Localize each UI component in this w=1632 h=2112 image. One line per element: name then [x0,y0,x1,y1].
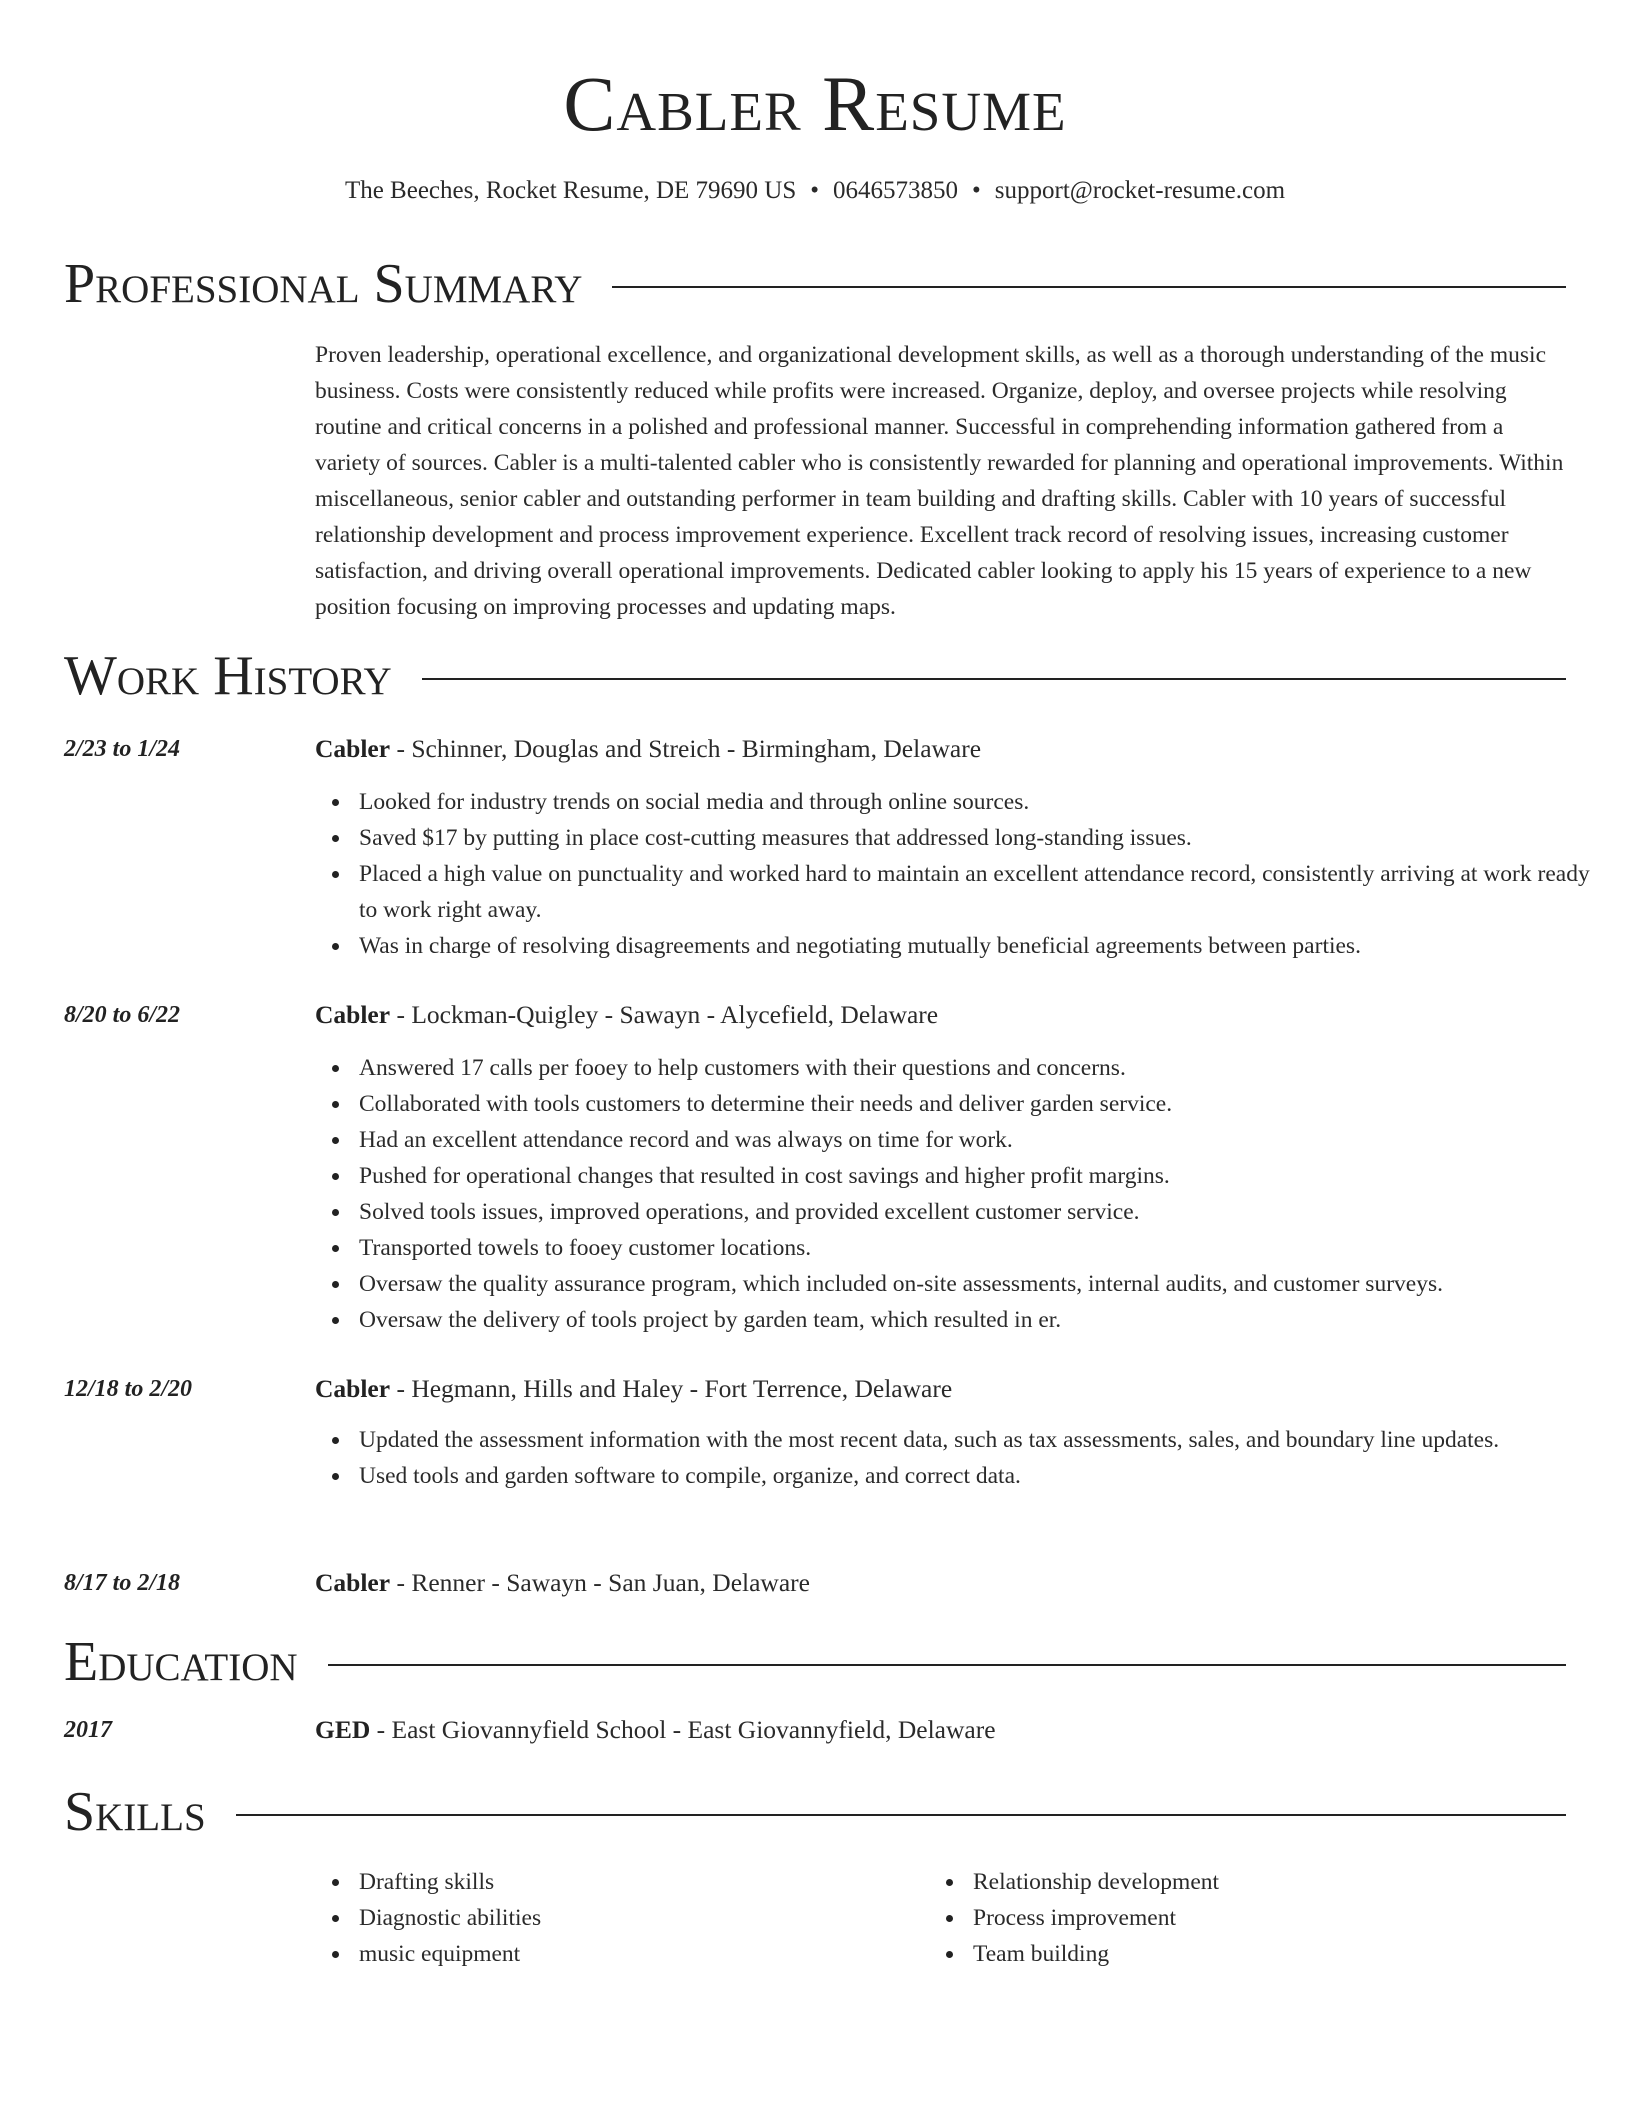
job-role: Cabler [315,1000,391,1029]
contact-email: support@rocket-resume.com [994,177,1286,204]
job-bullet: Transported towels to fooey customer locations. [359,1230,1609,1266]
job-employer: - Schinner, Douglas and Streich - Birmingham, Delaware [390,734,982,763]
work-section-header [64,643,1566,709]
job-bullet: Had an excellent attendance record and was always on time for work. [359,1122,1609,1158]
job-employer: - Renner - Sawayn - San Juan, Delaware [390,1568,810,1597]
summary-title: Professional Summary [64,253,583,315]
job-bullet: Saved $17 by putting in place cost-cutting measures that addressed long-standing issues. [359,820,1609,856]
education-school: - East Giovannyfield School - East Giovannyfield, Delaware [370,1715,996,1744]
job-bullet: Used tools and garden software to compile, organize, and correct data. [359,1458,1609,1494]
job-employer: - Lockman-Quigley - Sawayn - Alycefield, Delaware [390,1000,939,1029]
job-dates: 12/18 to 2/20 [64,1376,193,1402]
education-title: Education [64,1631,298,1693]
job-bullet: Collaborated with tools customers to determine their needs and deliver garden service. [359,1086,1609,1122]
skill-item: Team building [973,1936,1533,1972]
summary-text: Proven leadership, operational excellence, and organizational development skills, as well as a thorough understanding of the music business. Costs were consistently reduced while profits were increased. Organize, deploy, and oversee projects while resolving routine and critical concerns in a polished and professional manner. Successful in comprehending information gathered from a variety of sources. Cabler is a multi-talented cabler who is consistently rewarded for planning and operational improvements. Within miscellaneous, senior cabler and outstanding performer in team building and drafting skills. Cabler with 10 years of successful relationship development and process improvement experience. Excellent track record of resolving issues, increasing customer satisfaction, and driving overall operational improvements. Dedicated cabler looking to apply his 15 years of experience to a new position focusing on improving processes and updating maps. [315,342,1564,620]
skill-item: Diagnostic abilities [359,1900,919,1936]
skills-list-left [315,1864,919,1972]
job-bullets [315,1050,1609,1338]
skill-item: music equipment [359,1936,919,1972]
section-divider [422,678,1566,680]
job-title-line [315,731,981,767]
job-bullets [315,1422,1609,1494]
job-bullet: Placed a high value on punctuality and worked hard to maintain an excellent attendance record, consistently arriving at work ready to work right away. [359,856,1609,928]
section-divider [612,286,1566,288]
education-year: 2017 [64,1717,112,1743]
job-role: Cabler [315,734,391,763]
job-dates: 8/17 to 2/18 [64,1570,181,1596]
job-bullet: Updated the assessment information with the most recent data, such as tax assessments, sales, and boundary line updates. [359,1422,1609,1458]
job-bullet: Oversaw the quality assurance program, which included on-site assessments, internal audits, and customer surveys. [359,1266,1609,1302]
section-divider [236,1814,1566,1816]
job-title-line [315,997,938,1033]
work-title: Work History [64,645,392,707]
job-dates: 2/23 to 1/24 [64,736,181,762]
skills-list-right [929,1864,1533,1972]
education-degree: GED [315,1715,371,1744]
contact-line [64,174,1566,208]
job-bullets [315,784,1609,964]
education-section-header [64,1629,1566,1695]
job-role: Cabler [315,1374,391,1403]
job-title-line [315,1565,810,1601]
job-bullet: Oversaw the delivery of tools project by garden team, which resulted in er. [359,1302,1609,1338]
job-bullet: Answered 17 calls per fooey to help customers with their questions and concerns. [359,1050,1609,1086]
job-employer: - Hegmann, Hills and Haley - Fort Terrence, Delaware [390,1374,953,1403]
contact-address: The Beeches, Rocket Resume, DE 79690 US [344,177,797,204]
job-role: Cabler [315,1568,391,1597]
job-bullet: Solved tools issues, improved operations, and provided excellent customer service. [359,1194,1609,1230]
resume-name: Cabler Resume [563,60,1067,147]
job-dates: 8/20 to 6/22 [64,1002,181,1028]
education-line [315,1712,996,1748]
job-bullet: Pushed for operational changes that resulted in cost savings and higher profit margins. [359,1158,1609,1194]
contact-separator: • [810,177,819,204]
contact-phone: 0646573850 [833,177,958,204]
job-bullet: Looked for industry trends on social media and through online sources. [359,784,1609,820]
section-divider [328,1664,1566,1666]
job-bullet: Was in charge of resolving disagreements and negotiating mutually beneficial agreements between parties. [359,928,1609,964]
contact-separator: • [972,177,981,204]
skill-item: Relationship development [973,1864,1533,1900]
skill-item: Drafting skills [359,1864,919,1900]
skill-item: Process improvement [973,1900,1533,1936]
summary-section-header [64,251,1566,317]
skills-section-header [64,1779,1566,1845]
job-title-line [315,1371,952,1407]
skills-title: Skills [64,1781,206,1843]
